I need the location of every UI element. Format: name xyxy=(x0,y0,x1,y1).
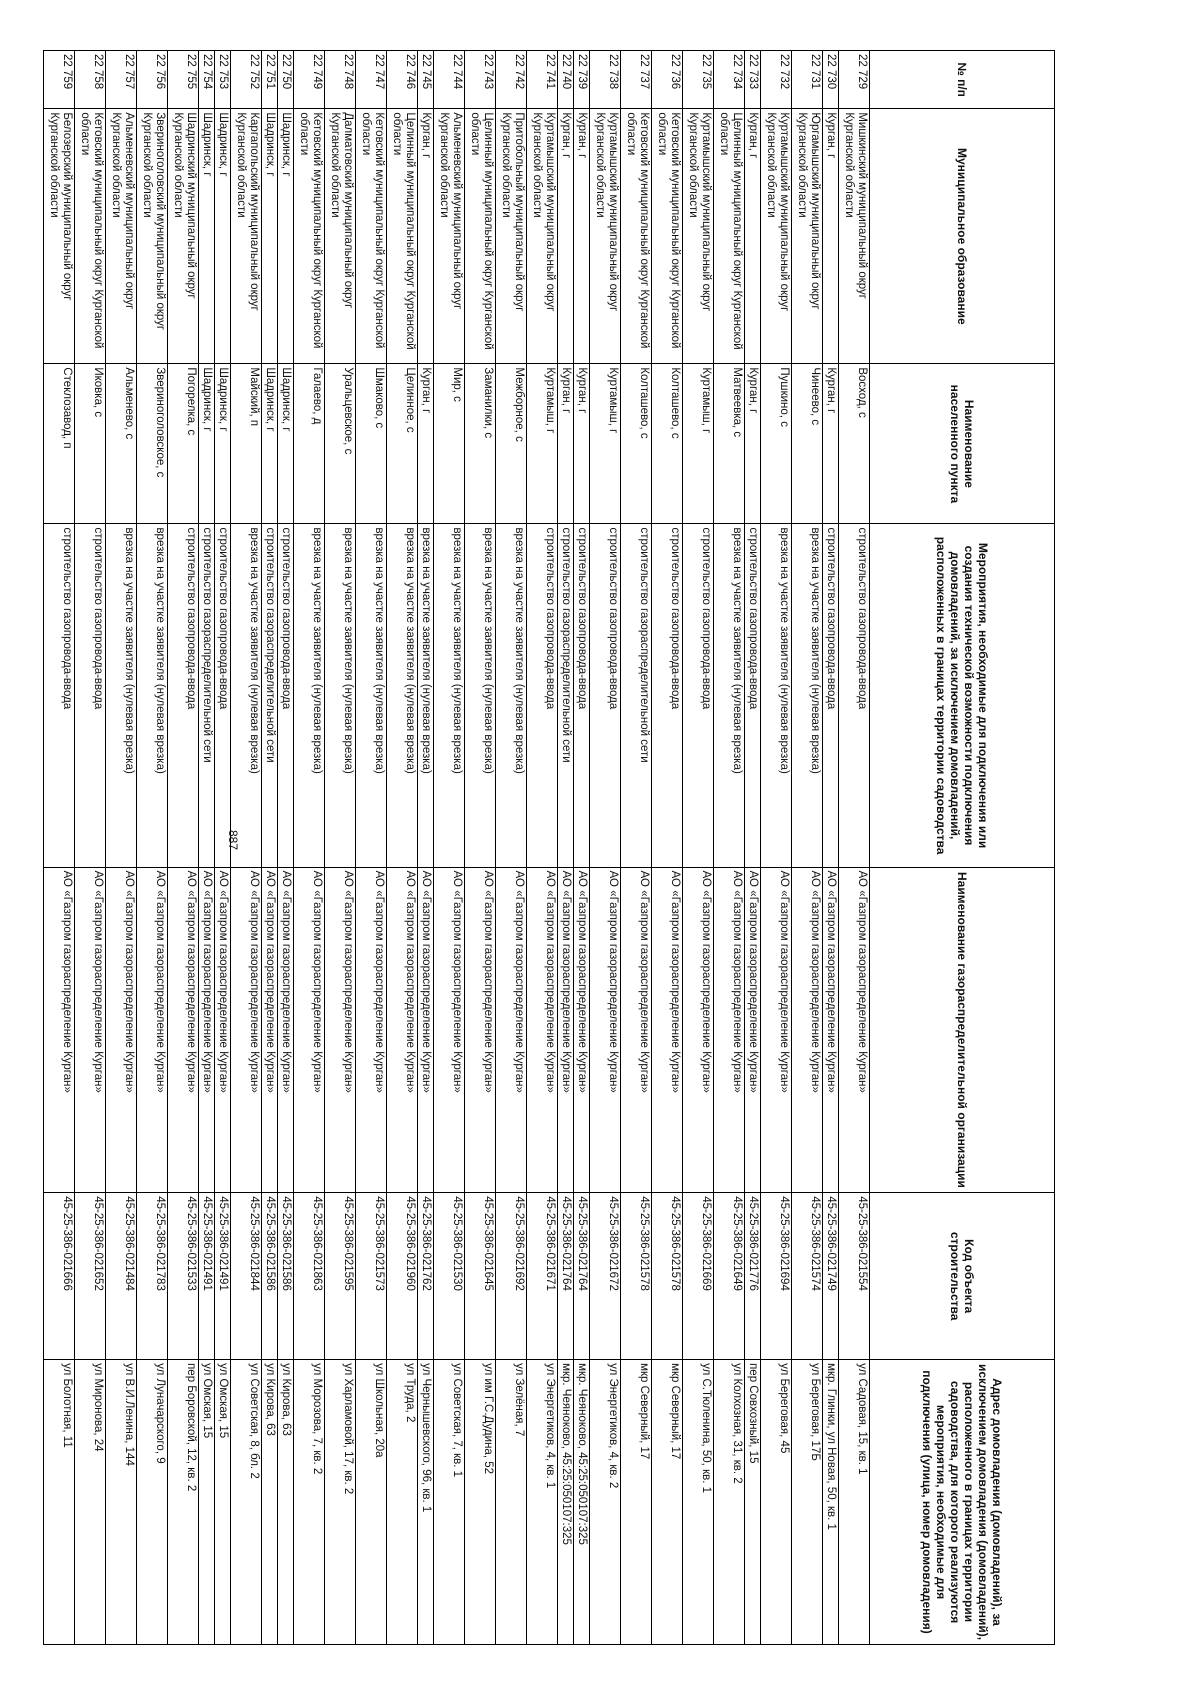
cell-code: 45-25-386-021645 xyxy=(465,1193,496,1360)
cell-municipality: Куртамышский муниципальный округ Курганской области xyxy=(683,109,714,364)
table-row xyxy=(652,51,683,1645)
table-row xyxy=(294,51,325,1645)
cell-address: ул Миронова, 24 xyxy=(75,1360,106,1645)
cell-num: 22 738 xyxy=(590,51,621,109)
cell-num: 22 742 xyxy=(496,51,527,109)
cell-org: АО «Газпром газораспределение Курган» xyxy=(496,867,527,1193)
cell-municipality: Курган, г xyxy=(418,109,434,364)
cell-municipality: Шадринский муниципальный округ Курганской области xyxy=(168,109,199,364)
cell-address: ул Советская, 7, кв. 1 xyxy=(434,1360,465,1645)
cell-org: АО «Газпром газораспределение Курган» xyxy=(621,867,652,1193)
header-code: Код объекта строительства xyxy=(870,1193,1055,1360)
cell-num: 22 731 xyxy=(792,51,823,109)
table-row xyxy=(527,51,558,1645)
cell-municipality: Кетовский муниципальный округ Курганской области xyxy=(356,109,387,364)
cell-num: 22 741 xyxy=(527,51,558,109)
table-row xyxy=(199,51,215,1645)
table-row xyxy=(231,51,262,1645)
cell-code: 45-25-386-021749 xyxy=(823,1193,839,1360)
cell-org: АО «Газпром газораспределение Курган» xyxy=(558,867,574,1193)
cell-municipality: Кетовский муниципальный округ Курганской области xyxy=(621,109,652,364)
cell-municipality: Курган, г xyxy=(574,109,590,364)
cell-measure: врезка на участке заявителя (нулевая врезка) xyxy=(465,524,496,867)
cell-settlement: Курган, г xyxy=(745,364,761,524)
cell-measure: строительство газопровода-ввода xyxy=(683,524,714,867)
header-org: Наименование газораспределительной организации xyxy=(870,867,1055,1193)
cell-org: АО «Газпром газораспределение Курган» xyxy=(199,867,215,1193)
cell-code: 45-25-386-021692 xyxy=(496,1193,527,1360)
cell-num: 22 754 xyxy=(199,51,215,109)
cell-address: мкр Северный, 17 xyxy=(621,1360,652,1645)
cell-settlement: Матвеевка, с xyxy=(714,364,745,524)
cell-settlement: Иковка, с xyxy=(75,364,106,524)
cell-municipality: Юргамышский муниципальный округ Курганской области xyxy=(792,109,823,364)
cell-measure: врезка на участке заявителя (нулевая врезка) xyxy=(434,524,465,867)
cell-code: 45-25-386-021484 xyxy=(106,1193,137,1360)
cell-num: 22 756 xyxy=(137,51,168,109)
cell-settlement: Восход, с xyxy=(839,364,870,524)
cell-measure: строительство газопровода-ввода xyxy=(574,524,590,867)
cell-org: АО «Газпром газораспределение Курган» xyxy=(839,867,870,1193)
table-row xyxy=(574,51,590,1645)
cell-org: АО «Газпром газораспределение Курган» xyxy=(652,867,683,1193)
cell-code: 45-25-386-021649 xyxy=(714,1193,745,1360)
cell-settlement: Колташево, с xyxy=(621,364,652,524)
header-num: № п/п xyxy=(870,51,1055,109)
cell-address: ул Омская, 15 xyxy=(199,1360,215,1645)
cell-code: 45-25-386-021586 xyxy=(262,1193,278,1360)
table-row xyxy=(387,51,418,1645)
cell-code: 45-25-386-021652 xyxy=(75,1193,106,1360)
cell-address: ул Школьная, 20а xyxy=(356,1360,387,1645)
cell-municipality: Курган, г xyxy=(745,109,761,364)
cell-measure: врезка на участке заявителя (нулевая врезка) xyxy=(325,524,356,867)
cell-org: АО «Газпром газораспределение Курган» xyxy=(106,867,137,1193)
cell-municipality: Целинный муниципальный округ Курганской области xyxy=(465,109,496,364)
table-row xyxy=(262,51,278,1645)
cell-num: 22 752 xyxy=(231,51,262,109)
cell-measure: врезка на участке заявителя (нулевая врезка) xyxy=(761,524,792,867)
cell-measure: врезка на участке заявителя (нулевая врезка) xyxy=(137,524,168,867)
cell-num: 22 739 xyxy=(574,51,590,109)
cell-org: АО «Газпром газораспределение Курган» xyxy=(137,867,168,1193)
cell-settlement: Курган, г xyxy=(418,364,434,524)
cell-municipality: Мишкинский муниципальный округ Курганской области xyxy=(839,109,870,364)
cell-org: АО «Газпром газораспределение Курган» xyxy=(418,867,434,1193)
cell-address: ул Кирова, 63 xyxy=(278,1360,294,1645)
cell-num: 22 743 xyxy=(465,51,496,109)
cell-num: 22 744 xyxy=(434,51,465,109)
cell-address: ул Луначарского, 9 xyxy=(137,1360,168,1645)
cell-num: 22 757 xyxy=(106,51,137,109)
cell-municipality: Притобольный муниципальный округ Курганской области xyxy=(496,109,527,364)
cell-settlement: Куртамыш, г xyxy=(590,364,621,524)
cell-num: 22 745 xyxy=(418,51,434,109)
header-measures: Мероприятия, необходимые для подключения или создания технической возможности подключения домовладений, за исключением домовладений, расположенных в границах территории садоводства xyxy=(870,524,1055,867)
cell-address: ул им Г.С.Дудина, 52 xyxy=(465,1360,496,1645)
cell-num: 22 753 xyxy=(215,51,231,109)
cell-settlement: Стеклозавод, п xyxy=(44,364,75,524)
cell-org: АО «Газпром газораспределение Курган» xyxy=(168,867,199,1193)
table-row xyxy=(418,51,434,1645)
cell-code: 45-25-386-021491 xyxy=(199,1193,215,1360)
cell-measure: врезка на участке заявителя (нулевая врезка) xyxy=(106,524,137,867)
cell-municipality: Каргапольский муниципальный округ Курганской области xyxy=(231,109,262,364)
cell-num: 22 755 xyxy=(168,51,199,109)
cell-org: АО «Газпром газораспределение Курган» xyxy=(823,867,839,1193)
cell-org: АО «Газпром газораспределение Курган» xyxy=(792,867,823,1193)
cell-num: 22 749 xyxy=(294,51,325,109)
cell-num: 22 748 xyxy=(325,51,356,109)
cell-num: 22 735 xyxy=(683,51,714,109)
cell-measure: строительство газораспределительной сети xyxy=(262,524,278,867)
cell-num: 22 729 xyxy=(839,51,870,109)
cell-address: ул Харламовой, 17, кв. 2 xyxy=(325,1360,356,1645)
cell-settlement: Заманилки, с xyxy=(465,364,496,524)
cell-address: ул Береговая, 45 xyxy=(761,1360,792,1645)
cell-measure: строительство газопровода-ввода xyxy=(839,524,870,867)
cell-org: АО «Газпром газораспределение Курган» xyxy=(44,867,75,1193)
cell-code: 45-25-386-021863 xyxy=(294,1193,325,1360)
cell-org: АО «Газпром газораспределение Курган» xyxy=(465,867,496,1193)
cell-municipality: Курган, г xyxy=(558,109,574,364)
cell-municipality: Куртамышский муниципальный округ Курганской области xyxy=(761,109,792,364)
cell-settlement: Шадринск, г xyxy=(262,364,278,524)
cell-municipality: Звериноголовский муниципальный округ Курганской области xyxy=(137,109,168,364)
cell-measure: врезка на участке заявителя (нулевая врезка) xyxy=(792,524,823,867)
cell-address: мкр Северный, 17 xyxy=(652,1360,683,1645)
cell-settlement: Майский, п xyxy=(231,364,262,524)
cell-org: АО «Газпром газораспределение Курган» xyxy=(387,867,418,1193)
cell-address: ул Зелёная, 7 xyxy=(496,1360,527,1645)
cell-code: 45-25-386-021554 xyxy=(839,1193,870,1360)
cell-municipality: Шадринск, г xyxy=(262,109,278,364)
cell-code: 45-25-386-021672 xyxy=(590,1193,621,1360)
header-address: Адрес домовладения (домовладений), за исключением домовладения (домовладений), расположенного в границах территории садоводства, для которого реализуются мероприятия, необходимые для подключения (улица, номер домовладения) xyxy=(870,1360,1055,1645)
table-row xyxy=(621,51,652,1645)
cell-code: 45-25-386-021666 xyxy=(44,1193,75,1360)
cell-address: ул Энергетиков, 4, кв. 2 xyxy=(590,1360,621,1645)
cell-num: 22 740 xyxy=(558,51,574,109)
header-settlement: Наименование населенного пункта xyxy=(870,364,1055,524)
cell-org: АО «Газпром газораспределение Курган» xyxy=(761,867,792,1193)
table-row xyxy=(823,51,839,1645)
table-body xyxy=(44,51,870,1645)
cell-address: ул Кирова, 63 xyxy=(262,1360,278,1645)
cell-num: 22 732 xyxy=(761,51,792,109)
cell-measure: строительство газопровода-ввода xyxy=(215,524,231,867)
cell-municipality: Шадринск, г xyxy=(215,109,231,364)
cell-address: ул Труда, 2 xyxy=(387,1360,418,1645)
cell-settlement: Целинное, с xyxy=(387,364,418,524)
cell-address: ул Омская, 15 xyxy=(215,1360,231,1645)
table-row xyxy=(278,51,294,1645)
cell-settlement: Погорелка, с xyxy=(168,364,199,524)
cell-org: АО «Газпром газораспределение Курган» xyxy=(75,867,106,1193)
cell-measure: строительство газопровода-ввода xyxy=(590,524,621,867)
table-row xyxy=(714,51,745,1645)
cell-municipality: Целинный муниципальный округ Курганской области xyxy=(387,109,418,364)
table-row xyxy=(839,51,870,1645)
cell-municipality: Альменевский муниципальный округ Курганской области xyxy=(106,109,137,364)
cell-measure: врезка на участке заявителя (нулевая врезка) xyxy=(496,524,527,867)
cell-address: мкр. Чеяноково, 45:25:050107:325 xyxy=(558,1360,574,1645)
cell-code: 45-25-386-021595 xyxy=(325,1193,356,1360)
cell-measure: строительство газопровода-ввода xyxy=(652,524,683,867)
cell-address: ул Чернышевского, 96, кв. 1 xyxy=(418,1360,434,1645)
cell-code: 45-25-386-021530 xyxy=(434,1193,465,1360)
cell-num: 22 758 xyxy=(75,51,106,109)
cell-org: АО «Газпром газораспределение Курган» xyxy=(714,867,745,1193)
cell-settlement: Шадринск, г xyxy=(215,364,231,524)
cell-num: 22 747 xyxy=(356,51,387,109)
cell-num: 22 733 xyxy=(745,51,761,109)
cell-code: 45-25-386-021694 xyxy=(761,1193,792,1360)
cell-org: АО «Газпром газораспределение Курган» xyxy=(215,867,231,1193)
cell-org: АО «Газпром газораспределение Курган» xyxy=(683,867,714,1193)
table-row xyxy=(434,51,465,1645)
table-row xyxy=(75,51,106,1645)
cell-address: мкр. Чеяноково, 45:25:050107:325 xyxy=(574,1360,590,1645)
cell-measure: строительство газопровода-ввода xyxy=(168,524,199,867)
cell-municipality: Шадринск, г xyxy=(278,109,294,364)
table-row xyxy=(106,51,137,1645)
table-row xyxy=(792,51,823,1645)
cell-municipality: Шадринск, г xyxy=(199,109,215,364)
cell-settlement: Шмаково, с xyxy=(356,364,387,524)
cell-num: 22 734 xyxy=(714,51,745,109)
cell-num: 22 751 xyxy=(262,51,278,109)
cell-measure: врезка на участке заявителя (нулевая врезка) xyxy=(387,524,418,867)
cell-measure: врезка на участке заявителя (нулевая врезка) xyxy=(714,524,745,867)
cell-code: 45-25-386-021669 xyxy=(683,1193,714,1360)
cell-num: 22 746 xyxy=(387,51,418,109)
cell-code: 45-25-386-021844 xyxy=(231,1193,262,1360)
table-row xyxy=(137,51,168,1645)
cell-address: ул Энергетиков, 4, кв. 1 xyxy=(527,1360,558,1645)
cell-code: 45-25-386-021671 xyxy=(527,1193,558,1360)
cell-measure: строительство газопровода-ввода xyxy=(278,524,294,867)
cell-address: ул С.Тюленина, 50, кв. 1 xyxy=(683,1360,714,1645)
cell-address: ул Морозова, 7, кв. 2 xyxy=(294,1360,325,1645)
cell-settlement: Куртамыш, г xyxy=(683,364,714,524)
cell-num: 22 750 xyxy=(278,51,294,109)
table-header-row xyxy=(870,51,1055,1645)
cell-code: 45-25-386-021776 xyxy=(745,1193,761,1360)
cell-measure: строительство газопровода-ввода xyxy=(44,524,75,867)
cell-org: АО «Газпром газораспределение Курган» xyxy=(745,867,761,1193)
cell-org: АО «Газпром газораспределение Курган» xyxy=(278,867,294,1193)
table-row xyxy=(761,51,792,1645)
cell-org: АО «Газпром газораспределение Курган» xyxy=(434,867,465,1193)
cell-code: 45-25-386-021574 xyxy=(792,1193,823,1360)
cell-settlement: Курган, г xyxy=(574,364,590,524)
table-row xyxy=(215,51,231,1645)
cell-settlement: Уральцевское, с xyxy=(325,364,356,524)
cell-code: 45-25-386-021764 xyxy=(558,1193,574,1360)
table-row xyxy=(44,51,75,1645)
cell-address: мкр. Глинки, ул Новая, 50, кв. 1 xyxy=(823,1360,839,1645)
cell-org: АО «Газпром газораспределение Курган» xyxy=(356,867,387,1193)
cell-measure: врезка на участке заявителя (нулевая врезка) xyxy=(294,524,325,867)
table-row xyxy=(745,51,761,1645)
cell-municipality: Кетовский муниципальный округ Курганской области xyxy=(652,109,683,364)
table-row xyxy=(465,51,496,1645)
cell-address: ул Садовая, 15, кв. 1 xyxy=(839,1360,870,1645)
cell-municipality: Белозерский муниципальный округ Курганской области xyxy=(44,109,75,364)
cell-address: ул Советская, 8, бл. 2 xyxy=(231,1360,262,1645)
cell-municipality: Кетовский муниципальный округ Курганской области xyxy=(294,109,325,364)
cell-address: пер Боровской, 12, кв. 2 xyxy=(168,1360,199,1645)
cell-settlement: Галаево, д xyxy=(294,364,325,524)
cell-municipality: Целинный муниципальный округ Курганской области xyxy=(714,109,745,364)
cell-municipality: Курган, г xyxy=(823,109,839,364)
cell-settlement: Колташево, с xyxy=(652,364,683,524)
cell-municipality: Куртамышский муниципальный округ Курганской области xyxy=(590,109,621,364)
cell-code: 45-25-386-021573 xyxy=(356,1193,387,1360)
cell-address: ул В.И.Ленина, 144 xyxy=(106,1360,137,1645)
cell-num: 22 730 xyxy=(823,51,839,109)
table-row xyxy=(683,51,714,1645)
cell-code: 45-25-386-021586 xyxy=(278,1193,294,1360)
cell-org: АО «Газпром газораспределение Курган» xyxy=(590,867,621,1193)
table-row xyxy=(168,51,199,1645)
page-number: 887 xyxy=(226,830,240,851)
cell-address: ул Колхозная, 31, кв. 2 xyxy=(714,1360,745,1645)
cell-org: АО «Газпром газораспределение Курган» xyxy=(262,867,278,1193)
cell-measure: строительство газопровода-ввода xyxy=(75,524,106,867)
cell-settlement: Куртамыш, г xyxy=(527,364,558,524)
cell-org: АО «Газпром газораспределение Курган» xyxy=(325,867,356,1193)
cell-org: АО «Газпром газораспределение Курган» xyxy=(231,867,262,1193)
cell-measure: врезка на участке заявителя (нулевая врезка) xyxy=(231,524,262,867)
cell-org: АО «Газпром газораспределение Курган» xyxy=(527,867,558,1193)
cell-measure: врезка на участке заявителя (нулевая врезка) xyxy=(356,524,387,867)
cell-settlement: Пушкино, с xyxy=(761,364,792,524)
cell-settlement: Чинеево, с xyxy=(792,364,823,524)
cell-municipality: Куртамышский муниципальный округ Курганской области xyxy=(527,109,558,364)
cell-measure: строительство газораспределительной сети xyxy=(199,524,215,867)
cell-measure: строительство газораспределительной сети xyxy=(558,524,574,867)
cell-address: пер Совхозный, 15 xyxy=(745,1360,761,1645)
table-row xyxy=(356,51,387,1645)
cell-measure: строительство газораспределительной сети xyxy=(621,524,652,867)
cell-measure: строительство газопровода-ввода xyxy=(527,524,558,867)
cell-address: ул Болотная, 11 xyxy=(44,1360,75,1645)
cell-num: 22 736 xyxy=(652,51,683,109)
table-row xyxy=(496,51,527,1645)
cell-code: 45-25-386-021533 xyxy=(168,1193,199,1360)
table-row xyxy=(325,51,356,1645)
cell-measure: врезка на участке заявителя (нулевая врезка) xyxy=(418,524,434,867)
cell-code: 45-25-386-021764 xyxy=(574,1193,590,1360)
cell-code: 45-25-386-021762 xyxy=(418,1193,434,1360)
cell-settlement: Мир, с xyxy=(434,364,465,524)
table-row xyxy=(590,51,621,1645)
rotated-page-content xyxy=(48,50,1055,1650)
cell-code: 45-25-386-021783 xyxy=(137,1193,168,1360)
cell-num: 22 737 xyxy=(621,51,652,109)
cell-code: 45-25-386-021960 xyxy=(387,1193,418,1360)
cell-settlement: Шадринск, г xyxy=(278,364,294,524)
cell-code: 45-25-386-021491 xyxy=(215,1193,231,1360)
cell-org: АО «Газпром газораспределение Курган» xyxy=(294,867,325,1193)
cell-municipality: Кетовский муниципальный округ Курганской области xyxy=(75,109,106,364)
cell-address: ул Береговая, 17Б xyxy=(792,1360,823,1645)
cell-municipality: Альменевский муниципальный округ Курганской области xyxy=(434,109,465,364)
cell-measure: строительство газопровода-ввода xyxy=(745,524,761,867)
cell-municipality: Далматовский муниципальный округ Курганской области xyxy=(325,109,356,364)
cell-code: 45-25-386-021578 xyxy=(621,1193,652,1360)
cell-settlement: Шадринск, г xyxy=(199,364,215,524)
cell-settlement: Курган, г xyxy=(823,364,839,524)
cell-settlement: Альменево, с xyxy=(106,364,137,524)
cell-code: 45-25-386-021578 xyxy=(652,1193,683,1360)
header-municipality: Муниципальное образование xyxy=(870,109,1055,364)
table-row xyxy=(558,51,574,1645)
cell-settlement: Звериноголовское, с xyxy=(137,364,168,524)
cell-settlement: Межборное, с xyxy=(496,364,527,524)
cell-num: 22 759 xyxy=(44,51,75,109)
connection-table xyxy=(43,50,1055,1645)
cell-org: АО «Газпром газораспределение Курган» xyxy=(574,867,590,1193)
cell-settlement: Курган, г xyxy=(558,364,574,524)
cell-measure: строительство газопровода-ввода xyxy=(823,524,839,867)
